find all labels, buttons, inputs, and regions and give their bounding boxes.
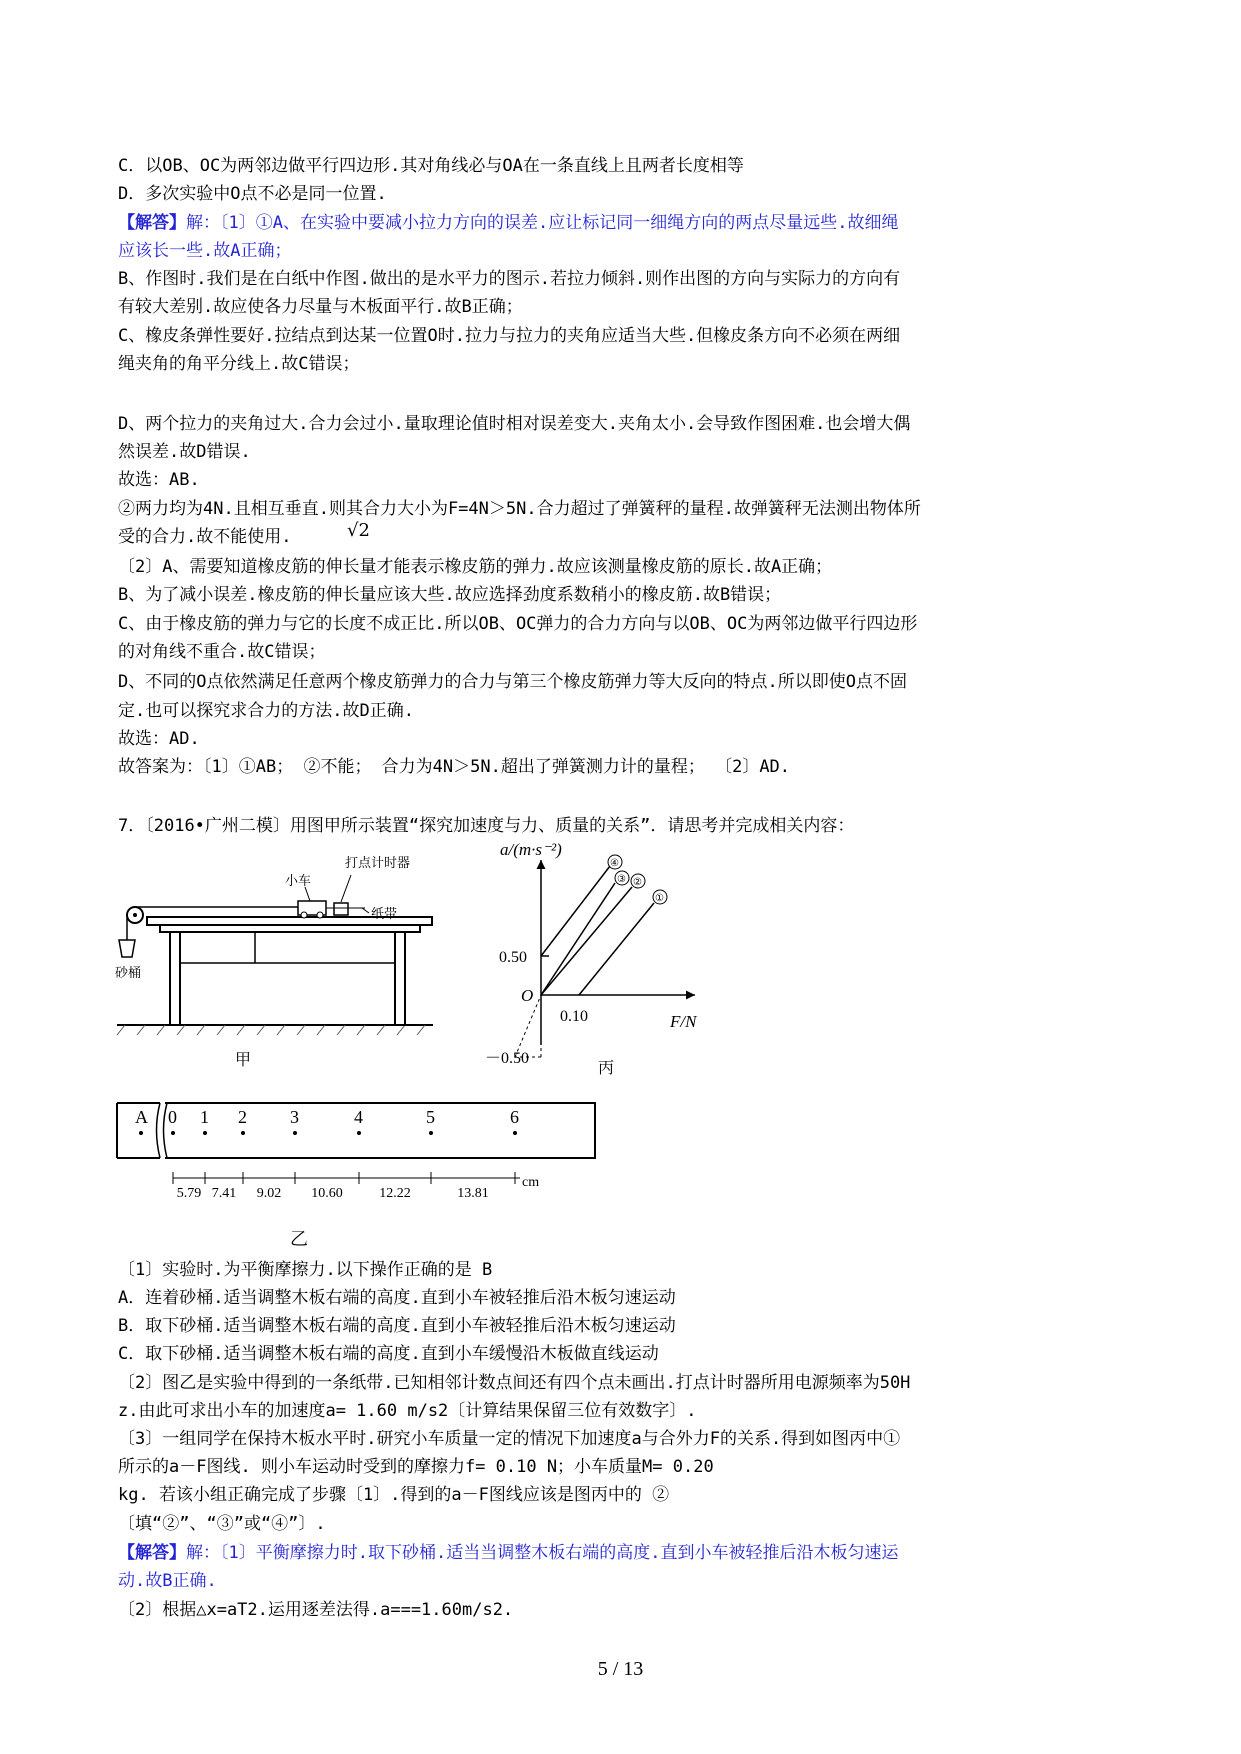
answer-tag: 【解答】 xyxy=(118,213,186,233)
tape-point-dot xyxy=(171,1131,175,1135)
tape-point-dot xyxy=(357,1131,361,1135)
text-line: B、作图时.我们是在白纸中作图.做出的是水平力的图示.若拉力倾斜.则作出图的方向与实际力的方向有 xyxy=(118,269,901,289)
sqrt-two-formula: √2 xyxy=(347,520,370,541)
text-line: C、橡皮条弹性要好.拉结点到达某一位置O时.拉力与拉力的夹角应适当大些.但橡皮条方向不必须在两细 xyxy=(118,326,901,346)
answer-7-line-2: 动.故B正确. xyxy=(118,1571,217,1591)
caption-bing: 丙 xyxy=(598,1058,615,1077)
sub-question-1: 〔1〕实验时.为平衡摩擦力.以下操作正确的是 B xyxy=(118,1260,493,1280)
tape-point-dot xyxy=(241,1131,245,1135)
choice-b: B．取下砂桶.适当调整木板右端的高度.直到小车被轻推后沿木板匀速运动 xyxy=(118,1316,676,1336)
answer-line-2: 应该长一些.故A正确； xyxy=(118,241,292,261)
answer-7-line-1: 【解答】解：〔1〕平衡摩擦力时.取下砂桶.适当当调整木板右端的高度.直到小车被轻推后沿木板匀速运 xyxy=(118,1543,899,1563)
answer-7-line-3: 〔2〕根据△x=aT2.运用逐差法得.a===1.60m/s2. xyxy=(118,1600,514,1620)
line-label-1: ① xyxy=(655,893,664,904)
text-line: 故选：AB. xyxy=(118,470,200,490)
sub-question-2: 〔2〕图乙是实验中得到的一条纸带.已知相邻计数点间还有四个点未画出.打点计时器所用电源频率为50H xyxy=(118,1373,911,1393)
segment-length-label: 13.81 xyxy=(457,1186,489,1201)
sub-question-3-cont: 所示的a－F图线. 则小车运动时受到的摩擦力f= 0.10 N；小车质量M= 0.20 xyxy=(118,1457,714,1477)
text-line: 受的合力.故不能使用. xyxy=(118,527,292,547)
tape-point-dot xyxy=(513,1131,517,1135)
y-axis-label: a/(m·s⁻²) xyxy=(500,840,562,859)
caption-yi: 乙 xyxy=(290,1229,308,1250)
figure-bing-graph xyxy=(465,835,715,1080)
tape-point-dot xyxy=(429,1131,433,1135)
question-7-title: 7．〔2016•广州二模〕用图甲所示装置“探究加速度与力、质量的关系”．请思考并完成相关内容： xyxy=(118,816,855,836)
text-line: 有较大差别.故应使各力尽量与木板面平行.故B正确； xyxy=(118,297,523,317)
final-answer-line: 故答案为：〔1〕①AB； ②不能； 合力为4N＞5N.超出了弹簧测力计的量程； 〔2〕AD. xyxy=(118,757,791,777)
origin-label: O xyxy=(521,986,534,1005)
line-label-2: ② xyxy=(633,877,642,888)
tape-point-label: 6 xyxy=(510,1107,519,1127)
tape-point-dot xyxy=(203,1131,207,1135)
text-line: D、不同的O点依然满足任意两个橡皮筋弹力的合力与第三个橡皮筋弹力等大反向的特点.所以即使O点不固 xyxy=(118,672,907,692)
option-d-line: D．多次实验中O点不必是同一位置. xyxy=(118,184,387,204)
choice-c: C．取下砂桶.适当调整木板右端的高度.直到小车缓慢沿木板做直线运动 xyxy=(118,1344,659,1364)
sub-question-3-cont2: kg. 若该小组正确完成了步骤〔1〕.得到的a－F图线应该是图丙中的 ② xyxy=(118,1485,670,1505)
tape-start-label: A xyxy=(135,1107,148,1127)
car-label: 小车 xyxy=(285,874,312,889)
text-line: 然误差.故D错误. xyxy=(118,442,251,462)
text-line: C、由于橡皮筋的弹力与它的长度不成正比.所以OB、OC弹力的合力方向与以OB、OC为两邻边做平行四边形 xyxy=(118,614,918,634)
text-line: B、为了减小误差.橡皮筋的伸长量应该大些.故应选择劲度系数稍小的橡皮筋.故B错误； xyxy=(118,585,782,605)
line-label-4: ④ xyxy=(610,858,619,869)
choice-a: A．连着砂桶.适当调整木板右端的高度.直到小车被轻推后沿木板匀速运动 xyxy=(118,1288,676,1308)
y-tick-negative: －0.50 xyxy=(485,1050,530,1067)
tape-point-label: 0 xyxy=(168,1107,177,1127)
tape-point-label: 3 xyxy=(290,1107,299,1127)
tape-point-dot xyxy=(293,1131,297,1135)
page-number: 5 / 13 xyxy=(597,1658,644,1680)
x-axis-label: F/N xyxy=(670,1012,697,1031)
text-line: 故选：AD. xyxy=(118,729,200,749)
answer-line-1: 【解答】解：〔1〕①A、在实验中要减小拉力方向的误差.应让标记同一细绳方向的两点尽量远些.故细绳 xyxy=(118,213,899,233)
text-line: 绳夹角的角平分线上.故C错误； xyxy=(118,354,360,374)
text-line: D、两个拉力的夹角过大.合力会过小.量取理论值时相对误差变大.夹角太小.会导致作图困难.也会增大偶 xyxy=(118,414,911,434)
sub-question-3: 〔3〕一组同学在保持木板水平时.研究小车质量一定的情况下加速度a与合外力F的关系.得到如图丙中① xyxy=(118,1429,901,1449)
segment-length-label: 7.41 xyxy=(211,1186,237,1201)
tape-label: 纸带 xyxy=(371,907,398,922)
figure-jia-apparatus xyxy=(115,845,435,1075)
option-c-line: C．以OB、OC为两邻边做平行四边形.其对角线必与OA在一条直线上且两者长度相等 xyxy=(118,156,744,176)
sub-question-3-hint: 〔填“②”、“③”或“④”〕. xyxy=(118,1514,326,1534)
text-line: 的对角线不重合.故C错误； xyxy=(118,642,326,662)
text-line: 定.也可以探究求合力的方法.故D正确. xyxy=(118,701,414,721)
tape-point-label: 2 xyxy=(238,1107,247,1127)
bucket-label: 砂桶 xyxy=(115,966,142,981)
y-tick-positive: 0.50 xyxy=(499,949,527,966)
line-label-3: ③ xyxy=(617,874,626,885)
tape-point-label: 5 xyxy=(426,1107,435,1127)
segment-length-label: 9.02 xyxy=(256,1186,282,1201)
answer-tag: 【解答】 xyxy=(118,1543,186,1563)
timer-label: 打点计时器 xyxy=(345,856,411,871)
caption-jia: 甲 xyxy=(235,1050,252,1069)
x-tick: 0.10 xyxy=(560,1008,588,1025)
segment-length-label: 12.22 xyxy=(379,1186,411,1201)
text-line: ②两力均为4N.且相互垂直.则其合力大小为F=4N＞5N.合力超过了弹簧秤的量程.故弹簧秤无法测出物体所 xyxy=(118,499,921,519)
segment-length-label: 10.60 xyxy=(311,1186,343,1201)
sub-question-2-cont: z.由此可求出小车的加速度a= 1.60 m/s2〔计算结果保留三位有效数字〕. xyxy=(118,1401,697,1421)
text-line: 〔2〕A、需要知道橡皮筋的伸长量才能表示橡皮筋的弹力.故应该测量橡皮筋的原长.故A正确； xyxy=(118,557,833,577)
unit-label: cm xyxy=(522,1175,540,1190)
tape-point-label: 4 xyxy=(354,1107,363,1127)
segment-length-label: 5.79 xyxy=(176,1186,202,1201)
tape-point-label: 1 xyxy=(200,1107,209,1127)
figure-yi-tape xyxy=(115,1100,615,1250)
